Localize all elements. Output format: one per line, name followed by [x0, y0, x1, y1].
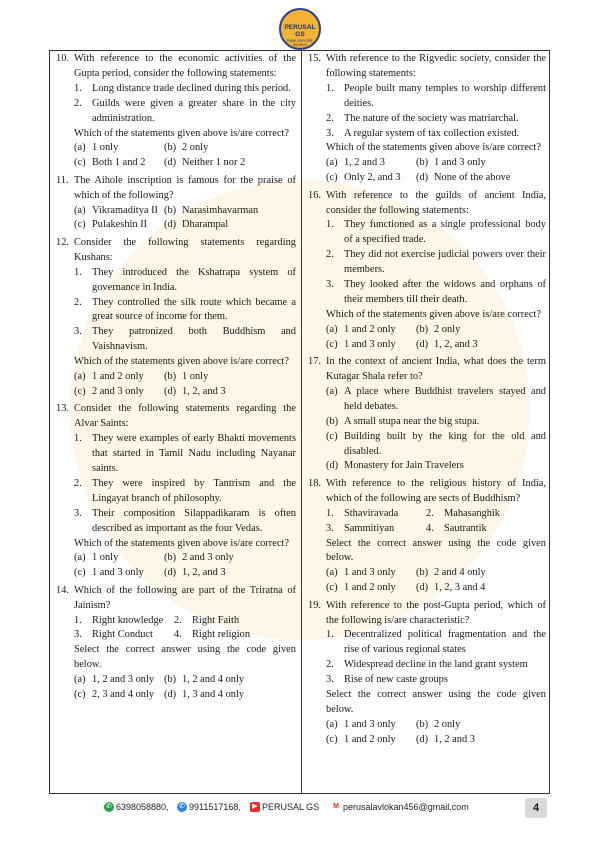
- option-text: Vikramaditya II: [92, 204, 159, 216]
- question-line: [56, 236, 296, 266]
- code-number: 4.: [426, 522, 434, 534]
- footer-youtube: [250, 802, 319, 812]
- statement-text: They controlled the silk route which became a great source of income for them.: [92, 296, 296, 323]
- statement-text: Rise of new caste groups: [344, 674, 448, 686]
- option-text: 1, 2 and 4 only: [182, 674, 245, 686]
- statement-number: (a): [326, 385, 338, 397]
- code-pair-row: [308, 507, 546, 522]
- logo-tagline: THINK, EXPLORE, ACHIEVE: [286, 39, 314, 47]
- option-letter: (c): [74, 567, 86, 579]
- statement: [308, 673, 546, 688]
- option-letter: (c): [326, 582, 338, 594]
- question-text: With reference to the Rigvedic society, consider the following statements:: [326, 53, 546, 79]
- option-row: [74, 673, 296, 688]
- question-text: With reference to the religious history of India, which of the following are sects of Buddhism?: [326, 477, 546, 504]
- question-q14: [56, 584, 296, 703]
- question-number: 18.: [308, 477, 321, 489]
- email-address: perusalavlokan456@gmail.com: [343, 802, 469, 812]
- option-letter: (a): [74, 674, 86, 686]
- column-divider: [301, 50, 302, 794]
- statement-text: Their composition Silappadikaram is often described as important as the four Vedas.: [92, 507, 296, 534]
- statement: [56, 266, 296, 296]
- question-text: With reference to the guilds of ancient India, consider the following statements:: [326, 189, 546, 216]
- option-letter: (c): [326, 172, 338, 184]
- question-q16: [308, 189, 546, 353]
- question-number: 16.: [308, 189, 321, 201]
- option-row: [74, 566, 296, 581]
- statement-text: The nature of the society was matriarchal.: [344, 112, 519, 124]
- option-text: Neither 1 nor 2: [182, 157, 246, 169]
- question-prompt: Which of the statements given above is/are correct?: [74, 127, 289, 139]
- question-line: [308, 599, 546, 629]
- code-number: 3.: [74, 629, 82, 641]
- statement: [56, 477, 296, 507]
- option-text: 1, 2, and 3: [434, 338, 478, 350]
- footer-phone: [177, 802, 241, 812]
- question-prompt: Which of the statements given above is/are correct?: [326, 142, 541, 154]
- option-letter: (b): [164, 674, 177, 686]
- option-row: [74, 218, 296, 233]
- option-row: [326, 156, 546, 171]
- question-line: [56, 402, 296, 432]
- answer-options: [56, 204, 296, 234]
- question-text: Consider the following statements regarding the Alvar Saints:: [74, 403, 296, 430]
- question-number: 11.: [56, 174, 69, 186]
- option-text: 1 and 2 only: [344, 323, 396, 335]
- question-prompt: Select the correct answer using the code given below.: [326, 689, 546, 715]
- question-line: [56, 174, 296, 204]
- code-number: 3.: [326, 522, 334, 534]
- statement-text: A regular system of tax collection existed.: [344, 127, 520, 139]
- statement-text: A small stupa near the big stupa.: [344, 415, 480, 427]
- statement-number: 1.: [326, 629, 334, 641]
- statement: [308, 459, 546, 474]
- statement: [56, 97, 296, 127]
- option-text: 1, 2 and 3 only: [92, 674, 155, 686]
- option-row: [74, 551, 296, 566]
- question-line: [56, 584, 296, 614]
- youtube-channel: PERUSAL GS: [262, 802, 320, 812]
- statement-number: (c): [326, 430, 338, 442]
- left-column: [56, 52, 296, 705]
- statement-number: (d): [326, 460, 339, 472]
- code-number: 4.: [174, 629, 182, 641]
- statement-text: They were inspired by Tantrism and the Lingayat branch of philosophy.: [92, 477, 296, 504]
- option-letter: (c): [74, 219, 86, 231]
- code-label: Right Faith: [192, 614, 240, 626]
- option-text: Pulakeshin II: [92, 219, 148, 231]
- option-text: 1 and 3 only: [434, 157, 486, 169]
- option-letter: (c): [326, 733, 338, 745]
- mail-icon: M: [331, 802, 341, 812]
- code-label: Sautrantik: [444, 522, 487, 534]
- option-text: 1 only: [182, 371, 209, 383]
- code-pair-row: [308, 522, 546, 537]
- option-letter: (d): [164, 157, 177, 169]
- statement-number: 3.: [74, 507, 82, 519]
- statement-number: 2.: [74, 477, 82, 489]
- code-number: 1.: [326, 507, 334, 519]
- code-pair-row: [56, 614, 296, 629]
- code-number: 2.: [426, 507, 434, 519]
- option-text: 1 and 2 only: [344, 733, 396, 745]
- code-label: Sammitiyan: [344, 522, 395, 534]
- statement: [308, 430, 546, 460]
- question-line: [56, 52, 296, 82]
- statement-number: 2.: [74, 296, 82, 308]
- option-letter: (d): [416, 172, 429, 184]
- code-number: 1.: [74, 614, 82, 626]
- answer-options: [56, 141, 296, 171]
- statement: [56, 507, 296, 537]
- option-letter: (a): [326, 323, 338, 335]
- question-text: The Aihole inscription is famous for the praise of which of the following?: [74, 174, 296, 201]
- statement-text: Widespread decline in the land grant system: [344, 659, 528, 671]
- right-column: [308, 52, 546, 750]
- question-number: 13.: [56, 403, 69, 415]
- question-prompt: Select the correct answer using the code given below.: [74, 644, 296, 671]
- statement-number: (b): [326, 415, 339, 427]
- statement-number: 3.: [326, 127, 334, 139]
- option-text: 2 only: [182, 142, 209, 154]
- option-letter: (a): [74, 204, 86, 216]
- question-number: 15.: [308, 53, 321, 64]
- question-prompt: Which of the statements given above is/are correct?: [326, 308, 541, 320]
- question-number: 19.: [308, 599, 321, 611]
- option-row: [74, 204, 296, 219]
- statement: [308, 415, 546, 430]
- question-q18: [308, 477, 546, 596]
- statement: [56, 296, 296, 326]
- page-number: 4: [525, 798, 547, 818]
- option-text: 1, 3 and 4 only: [182, 689, 245, 701]
- statement-number: 1.: [74, 433, 82, 445]
- statement-text: Decentralized political fragmentation and the rise of various regional states: [344, 629, 546, 656]
- question-text: In the context of ancient India, what does the term Kutagar Shala refer to?: [326, 356, 546, 383]
- option-row: [326, 718, 546, 733]
- statement-number: 3.: [74, 326, 82, 338]
- option-text: Dharampal: [182, 219, 229, 231]
- option-text: 1 and 2 only: [92, 371, 144, 383]
- question-line: [308, 355, 546, 385]
- statement: [308, 385, 546, 415]
- statement-number: 3.: [326, 674, 334, 686]
- option-letter: (a): [326, 567, 338, 579]
- statement-number: 2.: [326, 249, 334, 261]
- statement-text: They looked after the widows and orphans of their members till their death.: [344, 279, 546, 305]
- phone-number: 9911517168,: [189, 802, 241, 812]
- question-text: Consider the following statements regarding Kushans:: [74, 236, 296, 263]
- code-label: Right Conduct: [92, 629, 153, 641]
- option-letter: (a): [326, 718, 338, 730]
- question-line: [308, 189, 546, 219]
- statement: [308, 658, 546, 673]
- statement-number: 1.: [74, 266, 82, 278]
- option-letter: (d): [164, 385, 177, 397]
- option-row: [74, 370, 296, 385]
- option-letter: (c): [74, 157, 86, 169]
- question-line: [308, 477, 546, 507]
- statement-number: 2.: [326, 112, 334, 124]
- option-letter: (c): [74, 385, 86, 397]
- option-row: [326, 733, 546, 748]
- option-letter: (b): [164, 204, 177, 216]
- question-prompt: Select the correct answer using the code given below.: [326, 537, 546, 564]
- option-letter: (c): [74, 689, 86, 701]
- option-letter: (a): [74, 142, 86, 154]
- option-text: Narasimhavarman: [182, 204, 259, 216]
- statement: [56, 432, 296, 477]
- statement: [308, 82, 546, 112]
- option-letter: (a): [74, 371, 86, 383]
- answer-options: [308, 323, 546, 353]
- code-number: 2.: [174, 614, 182, 626]
- option-letter: (d): [416, 338, 429, 350]
- code-label: Sthaviravada: [344, 507, 399, 519]
- option-text: 1 only: [92, 552, 119, 564]
- option-text: 1 only: [92, 142, 119, 154]
- answer-options: [308, 566, 546, 596]
- statement-text: They functioned as a single professional body of a specified trade.: [344, 219, 546, 246]
- statement: [308, 218, 546, 248]
- question-line: [308, 52, 546, 82]
- option-letter: (d): [164, 219, 177, 231]
- option-text: 1, 2, and 3: [182, 385, 226, 397]
- code-pair-row: [56, 628, 296, 643]
- footer: [0, 798, 600, 822]
- option-text: 2 and 4 only: [434, 567, 486, 579]
- question-q13: [56, 402, 296, 581]
- whatsapp-number: 6398058880,: [116, 802, 169, 812]
- statement-number: 1.: [326, 219, 334, 231]
- question-number: 17.: [308, 356, 321, 368]
- option-letter: (b): [164, 552, 177, 564]
- statement-text: They were examples of early Bhakti movements that started in Tamil Nadu including Nayanar saints.: [92, 433, 296, 474]
- statement: [308, 628, 546, 658]
- statement: [308, 127, 546, 142]
- option-row: [326, 338, 546, 353]
- phone-icon: ✆: [177, 802, 187, 812]
- option-text: 2 only: [434, 323, 461, 335]
- statement-text: Long distance trade declined during this period.: [92, 82, 291, 94]
- option-letter: (b): [164, 371, 177, 383]
- option-text: 1 and 2 only: [344, 582, 396, 594]
- option-row: [74, 385, 296, 400]
- question-text: With reference to the post-Gupta period, which of the following is/are characteristic?: [326, 599, 546, 626]
- option-row: [74, 688, 296, 703]
- statement-text: People built many temples to worship different deities.: [344, 82, 546, 109]
- option-row: [326, 581, 546, 596]
- option-row: [326, 171, 546, 186]
- option-letter: (b): [416, 323, 429, 335]
- option-text: Only 2, and 3: [344, 172, 401, 184]
- option-letter: (d): [164, 567, 177, 579]
- answer-options: [56, 551, 296, 581]
- statement-number: 3.: [326, 279, 334, 291]
- option-letter: (d): [164, 689, 177, 701]
- logo-name: PERUSAL GS: [284, 24, 316, 38]
- option-text: 2 and 3 only: [92, 385, 144, 397]
- statement-text: Guilds were given a greater share in the city administration.: [92, 97, 296, 124]
- option-text: 1, 2 and 3: [344, 157, 385, 169]
- question-prompt: Which of the statements given above is/are correct?: [74, 537, 289, 549]
- option-text: 2 and 3 only: [182, 552, 234, 564]
- option-letter: (b): [416, 157, 429, 169]
- perusal-gs-logo: [279, 8, 321, 50]
- question-prompt: Which of the statements given above is/are correct?: [74, 356, 289, 368]
- statement-number: 1.: [326, 82, 334, 94]
- option-text: 1, 2, and 3: [182, 567, 226, 579]
- code-label: Mahasanghik: [444, 507, 500, 519]
- code-label: Right religion: [192, 629, 251, 641]
- statement-text: They introduced the Kshatrapa system of governance in India.: [92, 266, 296, 293]
- question-q17: [308, 355, 546, 474]
- answer-options: [56, 673, 296, 703]
- option-text: 1, 2 and 3: [434, 733, 475, 745]
- option-letter: (b): [416, 718, 429, 730]
- question-q10: [56, 52, 296, 171]
- youtube-icon: ▶: [250, 802, 260, 812]
- question-q19: [308, 599, 546, 748]
- footer-whatsapp: [104, 802, 169, 812]
- answer-options: [56, 370, 296, 400]
- statement: [56, 82, 296, 97]
- statement-number: 1.: [74, 82, 82, 94]
- question-text: Which of the following are part of the Triratna of Jainism?: [74, 584, 296, 611]
- question-number: 12.: [56, 236, 69, 248]
- statement-text: They did not exercise judicial powers over their members.: [344, 249, 546, 276]
- question-number: 14.: [56, 584, 69, 596]
- option-text: 1, 2, 3 and 4: [434, 582, 486, 594]
- option-text: 1 and 3 only: [344, 338, 396, 350]
- option-letter: (d): [416, 582, 429, 594]
- option-text: 1 and 3 only: [344, 567, 396, 579]
- question-q12: [56, 236, 296, 400]
- question-text: With reference to the economic activities of the Gupta period, consider the following statements:: [74, 53, 296, 79]
- statement-text: Monastery for Jain Travelers: [344, 460, 464, 472]
- question-q15: [308, 52, 546, 186]
- statement-number: 2.: [326, 659, 334, 671]
- statement: [308, 112, 546, 127]
- code-label: Right knowledge: [92, 614, 164, 626]
- statement-text: Building built by the king for the old and disabled.: [344, 430, 546, 457]
- answer-options: [308, 718, 546, 748]
- option-text: 1 and 3 only: [92, 567, 144, 579]
- statement-text: A place where Buddhist travelers stayed and held debates.: [344, 385, 546, 412]
- statement-number: 2.: [74, 97, 82, 109]
- question-number: 10.: [56, 53, 69, 64]
- answer-options: [308, 156, 546, 186]
- option-text: Both 1 and 2: [92, 157, 146, 169]
- option-row: [326, 323, 546, 338]
- statement-text: They patronized both Buddhism and Vaishnavism.: [92, 326, 296, 353]
- option-letter: (a): [74, 552, 86, 564]
- question-q11: [56, 174, 296, 234]
- option-text: None of the above: [434, 172, 511, 184]
- option-letter: (c): [326, 338, 338, 350]
- option-text: 2, 3 and 4 only: [92, 689, 155, 701]
- option-text: 2 only: [434, 718, 461, 730]
- option-letter: (d): [416, 733, 429, 745]
- whatsapp-icon: ✆: [104, 802, 114, 812]
- option-row: [326, 566, 546, 581]
- statement: [56, 325, 296, 355]
- footer-email: [331, 802, 469, 812]
- option-row: [74, 156, 296, 171]
- option-letter: (b): [416, 567, 429, 579]
- option-letter: (a): [326, 157, 338, 169]
- option-letter: (b): [164, 142, 177, 154]
- option-text: 1 and 3 only: [344, 718, 396, 730]
- statement: [308, 278, 546, 308]
- statement: [308, 248, 546, 278]
- option-row: [74, 141, 296, 156]
